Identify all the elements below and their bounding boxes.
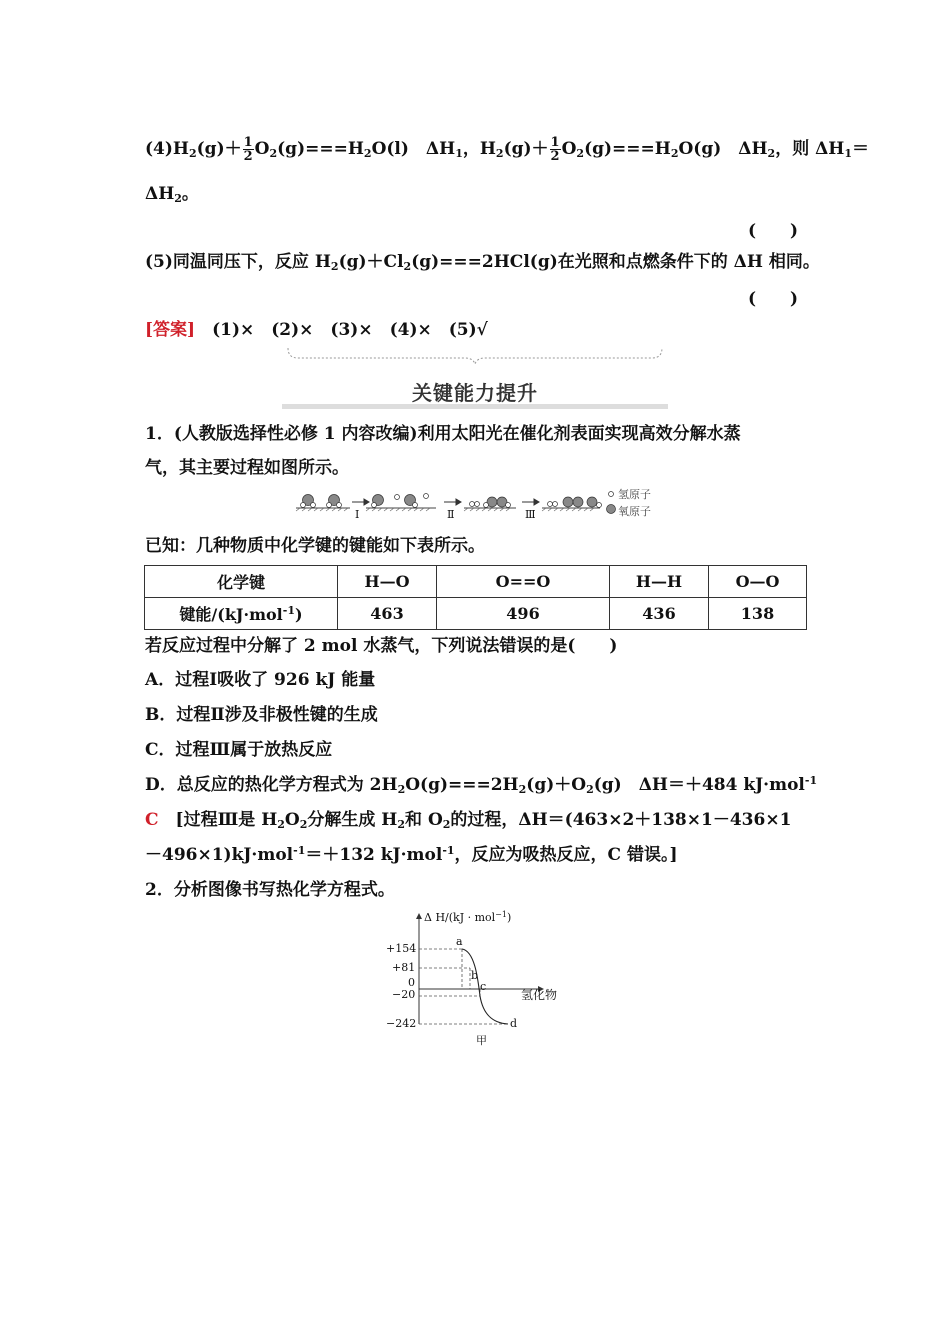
solution-line1: C [过程Ⅲ是 $H_2O_2$分解生成 $H_2$和 $O_2$的过程，ΔH＝(463×2＋138×1－436×1	[145, 810, 792, 831]
y-tick-label: +81	[392, 961, 416, 974]
solution-letter: C	[145, 810, 159, 830]
q5-line: (5)同温同压下，反应 $H_2(g)+Cl_2(g)===2HCl(g)$在光照和点燃条件下的 ΔH 相同。	[145, 252, 820, 273]
row-label: 键能/(kJ·mol$^{-1}$)	[145, 598, 338, 630]
q4-answer-paren: ( )	[748, 221, 799, 241]
point-label-c: c	[480, 980, 487, 993]
table-cell: 496	[437, 598, 610, 630]
table-header-cell: O—O	[709, 566, 807, 598]
legend-hydrogen: 氢原子	[618, 488, 651, 501]
table-header-cell: H—O	[338, 566, 437, 598]
bond-energy-table	[144, 565, 807, 630]
answer-line: [答案] (1)× (2)× (3)× (4)× (5)√	[145, 320, 488, 340]
point-label-b: b	[471, 969, 479, 982]
answer-tag: [答案]	[145, 320, 196, 340]
step-1-label: Ⅰ	[355, 508, 360, 521]
point-label-a: a	[456, 935, 463, 948]
option-c: C．过程Ⅲ属于放热反应	[145, 740, 333, 760]
table-row	[145, 598, 807, 630]
table-header-row	[145, 566, 807, 598]
table-header-cell: 化学键	[145, 566, 338, 598]
q4-line1: $(4)H_2(g)+$ $\frac{1}{2}$ $O_2(g)===H_2O(l)$ $\Delta H_1$，$H_2(g)+$ $\frac{1}{2}$ $O_2(g)===H_2O(g)$ $\Delta H_2$，则 $\Delta H_1=$	[145, 135, 870, 164]
option-b: B．过程Ⅱ涉及非极性键的生成	[145, 705, 378, 725]
option-a: A．过程Ⅰ吸收了 926 kJ 能量	[145, 670, 376, 690]
fraction-half: $\frac{1}{2}$	[243, 135, 253, 164]
section-banner	[282, 346, 668, 416]
y-tick-label: −242	[386, 1017, 417, 1030]
y-axis-label: Δ H/(kJ · mol$^{-1}$)	[424, 910, 512, 924]
q4-line2: $\Delta H_2$。	[145, 184, 199, 205]
table-cell: 436	[610, 598, 709, 630]
y-tick-label: +154	[386, 942, 417, 955]
q5-answer-paren: ( )	[748, 289, 799, 309]
point-label-d: d	[510, 1017, 518, 1030]
table-cell: 138	[709, 598, 807, 630]
process-diagram	[294, 486, 664, 522]
option-d: D．总反应的热化学方程式为 $2H_2O(g)===2H_2(g)+O_2(g)$ ΔH＝＋484 kJ·mol$^{-1}$	[145, 774, 818, 796]
enthalpy-figure	[380, 910, 580, 1052]
q2-line: 2．分析图像书写热化学方程式。	[145, 880, 395, 900]
legend-oxygen: 氧原子	[618, 505, 651, 518]
x-axis-label: 氢化物	[521, 988, 558, 1002]
y-tick-label: 0	[408, 976, 415, 989]
solution-line2: －496×1)kJ·mol$^{-1}$＝＋132 kJ·mol$^{-1}$，反应为吸热反应，C 错误。]	[145, 844, 678, 865]
fraction-half-2: $\frac{1}{2}$	[550, 135, 560, 164]
table-header-cell: O==O	[437, 566, 610, 598]
chart-caption: 甲	[476, 1034, 487, 1047]
table-intro: 已知：几种物质中化学键的键能如下表所示。	[145, 536, 485, 556]
q1-line2: 气，其主要过程如图所示。	[145, 458, 349, 478]
step-2-label: Ⅱ	[447, 508, 455, 521]
banner-title: 关键能力提升	[412, 381, 538, 405]
q1-line1: 1．(人教版选择性必修 1 内容改编)利用太阳光在催化剂表面实现高效分解水蒸	[145, 424, 741, 444]
step-3-label: Ⅲ	[525, 508, 536, 521]
process-figure	[294, 486, 664, 522]
table-header-cell: H—H	[610, 566, 709, 598]
q1-stem: 若反应过程中分解了 2 mol 水蒸气，下列说法错误的是( )	[145, 636, 618, 656]
y-tick-label: −20	[392, 988, 416, 1001]
table-cell: 463	[338, 598, 437, 630]
